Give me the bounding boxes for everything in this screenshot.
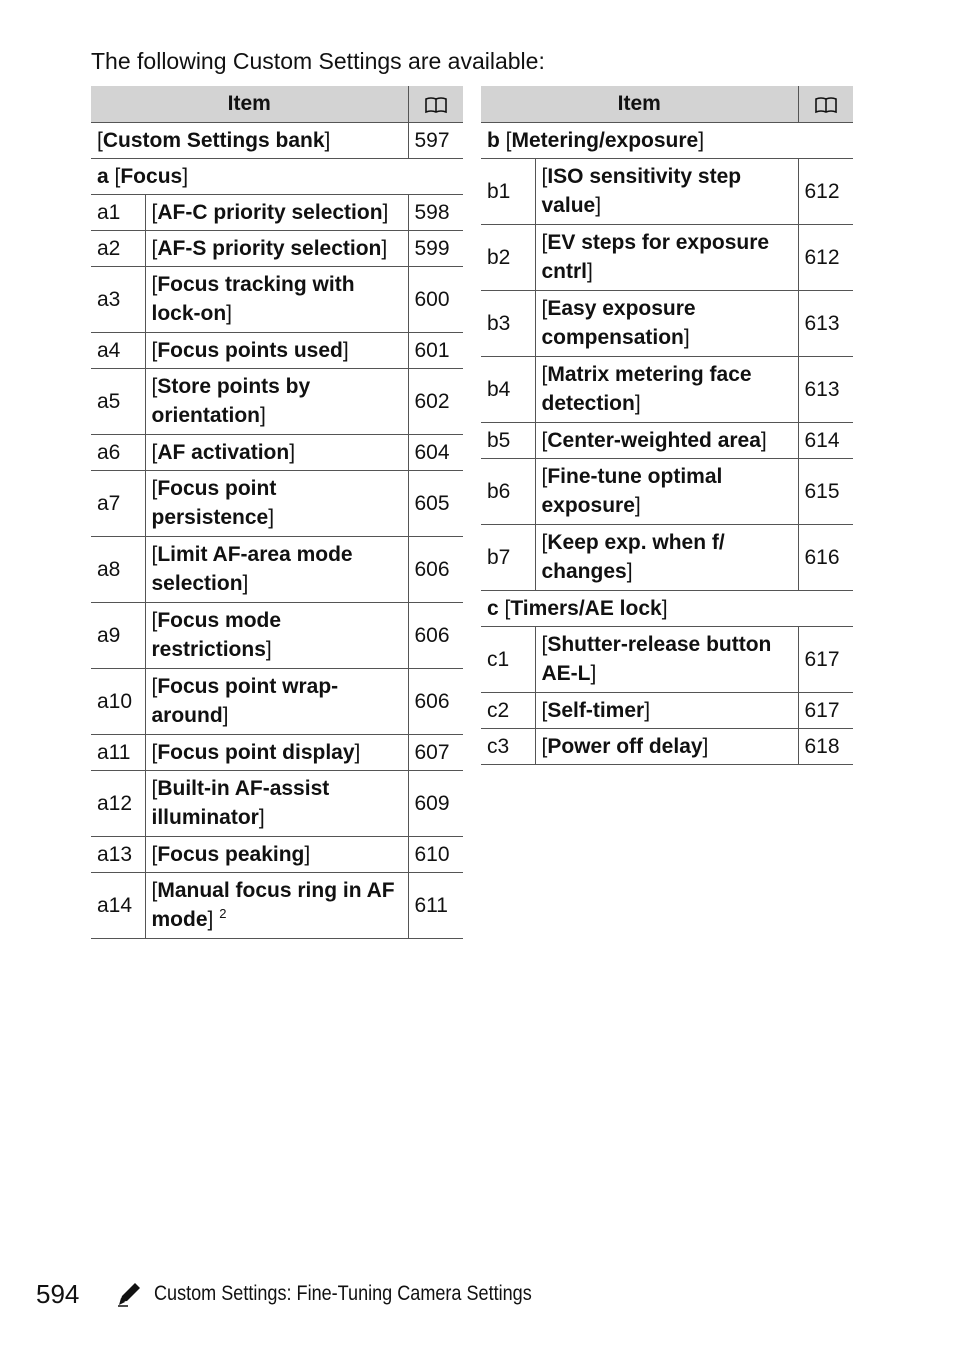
setting-code: a6 <box>91 434 145 470</box>
page-ref: 617 <box>798 692 853 728</box>
setting-code: a4 <box>91 332 145 368</box>
setting-name-cell: [Matrix metering face detection] <box>535 356 798 422</box>
section-row <box>91 158 463 194</box>
setting-name: Custom Settings bank <box>102 128 325 152</box>
setting-name-cell: [Manual focus ring in AF mode] $^2$ <box>145 872 408 938</box>
page-ref: 602 <box>408 368 463 434</box>
page-ref: 604 <box>408 434 463 470</box>
table-row <box>91 836 463 872</box>
page-ref: 606 <box>408 536 463 602</box>
section-row <box>481 590 853 626</box>
table-row <box>91 434 463 470</box>
setting-code: b3 <box>481 290 535 356</box>
setting-name: Easy exposure compensation <box>541 297 696 349</box>
section-a-heading: a [Focus] <box>91 158 463 194</box>
setting-code: a12 <box>91 770 145 836</box>
setting-name: Built-in AF-assist illuminator <box>151 777 330 829</box>
table-row <box>481 626 853 692</box>
setting-name: Focus peaking <box>157 842 305 866</box>
setting-name-cell: [Fine-tune optimal exposure] <box>535 458 798 524</box>
page-ref: 612 <box>798 158 853 224</box>
book-icon <box>814 96 838 114</box>
page-number: 594 <box>36 1278 80 1309</box>
section-b-heading: b [Metering/exposure] <box>481 122 853 158</box>
table-row <box>481 356 853 422</box>
setting-name: Focus point wrap-around <box>151 675 339 727</box>
page-ref: 600 <box>408 266 463 332</box>
table-row <box>91 770 463 836</box>
section-row <box>481 122 853 158</box>
setting-code: b2 <box>481 224 535 290</box>
page-ref: 598 <box>408 194 463 230</box>
setting-name: EV steps for exposure cntrl <box>541 231 770 283</box>
page-column-header <box>408 86 463 122</box>
setting-name: Power off delay <box>547 734 703 758</box>
setting-name-cell: [Limit AF-area mode selection] <box>145 536 408 602</box>
page-ref: 612 <box>798 224 853 290</box>
table-header-row <box>91 86 463 122</box>
page-ref: 615 <box>798 458 853 524</box>
setting-name: Focus point display <box>157 740 355 764</box>
setting-name-cell: [Focus mode restrictions] <box>145 602 408 668</box>
page-ref: 601 <box>408 332 463 368</box>
setting-code: a11 <box>91 734 145 770</box>
setting-name: Limit AF-area mode selection <box>151 543 353 595</box>
setting-name: Shutter-release button AE-L <box>541 633 772 685</box>
page-column-header <box>798 86 853 122</box>
section-letter: b <box>487 128 500 152</box>
setting-name: Focus points used <box>157 338 343 362</box>
table-row <box>91 266 463 332</box>
page-ref: 607 <box>408 734 463 770</box>
setting-name-cell: [Keep exp. when f/ changes] <box>535 524 798 590</box>
setting-name-cell: [Store points by orientation] <box>145 368 408 434</box>
setting-code: c1 <box>481 626 535 692</box>
table-row <box>91 536 463 602</box>
setting-name-cell: [AF activation] <box>145 434 408 470</box>
setting-name-cell: [AF-S priority selection] <box>145 230 408 266</box>
setting-code: a5 <box>91 368 145 434</box>
table-row <box>91 368 463 434</box>
setting-name: Focus point persistence <box>151 477 277 529</box>
section-title: Focus <box>120 164 183 188</box>
table-row <box>91 734 463 770</box>
setting-name-cell: [Easy exposure compensation] <box>535 290 798 356</box>
intro-text: The following Custom Settings are available: <box>91 48 545 74</box>
table-row <box>481 728 853 764</box>
setting-name-cell: [Built-in AF-assist illuminator] <box>145 770 408 836</box>
page-ref: 614 <box>798 422 853 458</box>
setting-code: c3 <box>481 728 535 764</box>
table-row <box>481 290 853 356</box>
section-title: Timers/AE lock <box>510 596 662 620</box>
page-ref: 617 <box>798 626 853 692</box>
pencil-icon <box>116 1281 142 1307</box>
setting-name-cell: [Focus point display] <box>145 734 408 770</box>
page-ref: 599 <box>408 230 463 266</box>
page-ref: 605 <box>408 470 463 536</box>
setting-name-cell: [Center-weighted area] <box>535 422 798 458</box>
setting-code: b5 <box>481 422 535 458</box>
setting-code: a9 <box>91 602 145 668</box>
setting-name-cell: [Focus tracking with lock-on] <box>145 266 408 332</box>
table-row <box>91 332 463 368</box>
setting-name: Focus mode restrictions <box>151 609 282 661</box>
page-ref: 618 <box>798 728 853 764</box>
setting-name: Keep exp. when f/ changes <box>541 531 725 583</box>
setting-code: a14 <box>91 872 145 938</box>
section-letter: a <box>97 164 109 188</box>
setting-code: a10 <box>91 668 145 734</box>
setting-name: Center-weighted area <box>547 428 761 452</box>
table-row <box>91 194 463 230</box>
table-row <box>481 458 853 524</box>
page-ref: 597 <box>408 122 463 158</box>
section-title: Metering/exposure <box>511 128 699 152</box>
setting-code: a3 <box>91 266 145 332</box>
setting-name-cell: [Power off delay] <box>535 728 798 764</box>
setting-name: Focus tracking with lock-on <box>151 273 355 325</box>
page-ref: 613 <box>798 290 853 356</box>
setting-name: Matrix metering face detection <box>541 363 752 415</box>
table-row <box>91 872 463 938</box>
setting-name-cell: [Focus point wrap-around] <box>145 668 408 734</box>
setting-name: AF-C priority selection <box>157 200 383 224</box>
table-row <box>91 668 463 734</box>
table-row <box>91 470 463 536</box>
footer-title: Custom Settings: Fine-Tuning Camera Settings <box>154 1282 532 1305</box>
page-footer <box>36 1276 593 1312</box>
setting-name: Fine-tune optimal exposure <box>541 465 723 517</box>
setting-name: AF-S priority selection <box>157 236 382 260</box>
setting-code: c2 <box>481 692 535 728</box>
setting-name-cell: [Focus point persistence] <box>145 470 408 536</box>
setting-name-cell: [EV steps for exposure cntrl] <box>535 224 798 290</box>
bank-cell: [Custom Settings bank] <box>91 122 408 158</box>
table-row <box>481 422 853 458</box>
custom-settings-table-left <box>91 86 463 939</box>
page-ref: 611 <box>408 872 463 938</box>
table-row <box>481 158 853 224</box>
setting-name: ISO sensitivity step value <box>541 165 742 217</box>
table-header-row <box>481 86 853 122</box>
section-letter: c <box>487 596 499 620</box>
page-ref: 613 <box>798 356 853 422</box>
custom-settings-table-right <box>481 86 853 765</box>
setting-code: b6 <box>481 458 535 524</box>
setting-code: b1 <box>481 158 535 224</box>
setting-code: a13 <box>91 836 145 872</box>
setting-code: b7 <box>481 524 535 590</box>
setting-name: Self-timer <box>547 698 645 722</box>
book-icon <box>424 96 448 114</box>
table-row <box>91 602 463 668</box>
setting-code: b4 <box>481 356 535 422</box>
setting-code: a7 <box>91 470 145 536</box>
table-row <box>481 524 853 590</box>
setting-name: Manual focus ring in AF mode <box>151 879 395 931</box>
footnote-marker: 2 <box>219 906 227 921</box>
page-ref: 609 <box>408 770 463 836</box>
item-column-header: Item <box>91 86 408 122</box>
page-ref: 606 <box>408 668 463 734</box>
page-ref: 610 <box>408 836 463 872</box>
setting-code: a8 <box>91 536 145 602</box>
setting-name-cell: [Self-timer] <box>535 692 798 728</box>
setting-name: Store points by orientation <box>151 375 311 427</box>
setting-name-cell: [AF-C priority selection] <box>145 194 408 230</box>
setting-name: AF activation <box>157 440 290 464</box>
item-column-header: Item <box>481 86 798 122</box>
table-row <box>91 230 463 266</box>
table-row <box>481 224 853 290</box>
setting-code: a1 <box>91 194 145 230</box>
page-ref: 606 <box>408 602 463 668</box>
table-row <box>91 122 463 158</box>
setting-name-cell: [Focus peaking] <box>145 836 408 872</box>
setting-code: a2 <box>91 230 145 266</box>
section-c-heading: c [Timers/AE lock] <box>481 590 853 626</box>
setting-name-cell: [ISO sensitivity step value] <box>535 158 798 224</box>
table-row <box>481 692 853 728</box>
setting-name-cell: [Focus points used] <box>145 332 408 368</box>
setting-name-cell: [Shutter-release button AE-L] <box>535 626 798 692</box>
page-ref: 616 <box>798 524 853 590</box>
